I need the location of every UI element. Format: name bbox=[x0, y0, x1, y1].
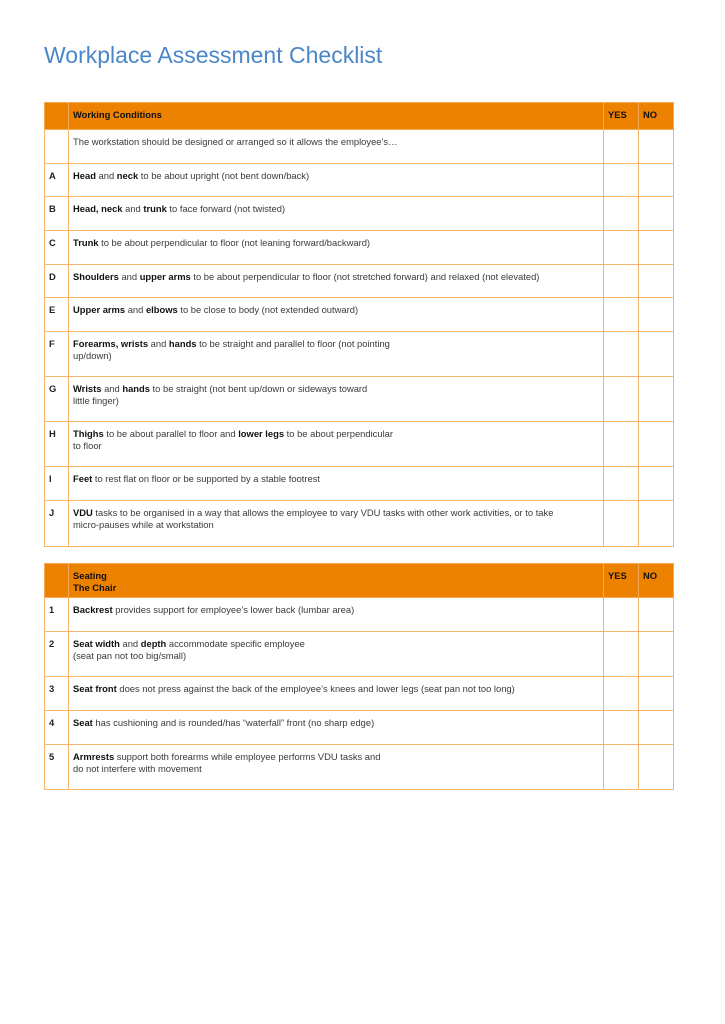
bold-term: VDU bbox=[73, 507, 93, 518]
row-label: 5 bbox=[45, 745, 69, 790]
row-text bbox=[69, 265, 604, 298]
table-row bbox=[45, 231, 674, 265]
yes-checkbox-cell[interactable] bbox=[604, 711, 639, 745]
text-segment: does not press against the back of the employee’s knees and lower legs (seat pan not too long) bbox=[116, 683, 515, 694]
text-segment: to be straight and parallel to floor (not pointing up/down) bbox=[73, 338, 390, 361]
table-row bbox=[45, 501, 674, 547]
row-text bbox=[69, 377, 604, 422]
bold-term: depth bbox=[140, 638, 167, 649]
row-label: H bbox=[45, 422, 69, 467]
row-text bbox=[69, 231, 604, 265]
checklist-table bbox=[44, 563, 674, 790]
no-checkbox-cell[interactable] bbox=[639, 265, 674, 298]
row-text bbox=[69, 501, 604, 547]
row-text bbox=[69, 677, 604, 711]
row-label bbox=[45, 130, 69, 164]
no-checkbox-cell[interactable] bbox=[639, 231, 674, 265]
bold-term: Forearms, wrists bbox=[73, 338, 149, 349]
no-checkbox-cell[interactable] bbox=[639, 422, 674, 467]
text-segment: accommodate specific employee (seat pan not too big/small) bbox=[73, 638, 305, 661]
yes-checkbox-cell[interactable] bbox=[604, 632, 639, 677]
page-title: Workplace Assessment Checklist bbox=[44, 42, 383, 68]
row-label: 1 bbox=[45, 598, 69, 632]
yes-checkbox-cell[interactable] bbox=[604, 265, 639, 298]
yes-checkbox-cell[interactable] bbox=[604, 745, 639, 790]
yes-checkbox-cell[interactable] bbox=[604, 467, 639, 501]
row-label: E bbox=[45, 298, 69, 332]
table-row bbox=[45, 745, 674, 790]
row-text bbox=[69, 711, 604, 745]
table-row bbox=[45, 467, 674, 501]
no-checkbox-cell[interactable] bbox=[639, 298, 674, 332]
text-segment: and bbox=[119, 638, 141, 649]
row-label: I bbox=[45, 467, 69, 501]
table-row bbox=[45, 598, 674, 632]
section-title: Working Conditions bbox=[69, 103, 604, 130]
row-label: J bbox=[45, 501, 69, 547]
bold-term: Backrest bbox=[73, 604, 113, 615]
text-segment: to be straight (not bent up/down or sideways toward little finger) bbox=[73, 383, 368, 406]
table-row bbox=[45, 130, 674, 164]
row-label: G bbox=[45, 377, 69, 422]
text-segment: to rest flat on floor or be supported by a stable footrest bbox=[92, 473, 321, 484]
header-label-cell bbox=[45, 103, 69, 130]
no-checkbox-cell[interactable] bbox=[639, 677, 674, 711]
text-segment: has cushioning and is rounded/has “waterfall” front (no sharp edge) bbox=[92, 717, 375, 728]
bold-term: Upper arms bbox=[73, 304, 126, 315]
bold-term: Seat width bbox=[73, 638, 120, 649]
row-label: 2 bbox=[45, 632, 69, 677]
text-segment: support both forearms while employee performs VDU tasks and do not interfere with movement bbox=[73, 751, 381, 774]
table-row bbox=[45, 677, 674, 711]
bold-term: Armrests bbox=[73, 751, 115, 762]
bold-term: upper arms bbox=[139, 271, 191, 282]
text-segment: to be about perpendicular to floor bbox=[73, 428, 393, 451]
table-row bbox=[45, 377, 674, 422]
no-checkbox-cell[interactable] bbox=[639, 164, 674, 197]
yes-checkbox-cell[interactable] bbox=[604, 298, 639, 332]
row-text bbox=[69, 598, 604, 632]
bold-term: hands bbox=[168, 338, 197, 349]
section-title: Seating The Chair bbox=[69, 564, 604, 598]
table-row bbox=[45, 632, 674, 677]
text-segment: provides support for employee’s lower back (lumbar area) bbox=[112, 604, 355, 615]
checklist-table bbox=[44, 102, 674, 547]
table-row bbox=[45, 197, 674, 231]
row-label: 3 bbox=[45, 677, 69, 711]
yes-checkbox-cell[interactable] bbox=[604, 332, 639, 377]
text-segment: to be about perpendicular to floor (not stretched forward) and relaxed (not elevated) bbox=[190, 271, 540, 282]
no-checkbox-cell[interactable] bbox=[639, 501, 674, 547]
header-label-cell bbox=[45, 564, 69, 598]
row-label: B bbox=[45, 197, 69, 231]
table-row bbox=[45, 298, 674, 332]
table-row bbox=[45, 164, 674, 197]
bold-term: Feet bbox=[73, 473, 93, 484]
row-text bbox=[69, 467, 604, 501]
no-checkbox-cell[interactable] bbox=[639, 632, 674, 677]
bold-term: trunk bbox=[143, 203, 167, 214]
no-checkbox-cell[interactable] bbox=[639, 467, 674, 501]
row-text bbox=[69, 164, 604, 197]
yes-checkbox-cell[interactable] bbox=[604, 677, 639, 711]
yes-checkbox-cell[interactable] bbox=[604, 598, 639, 632]
yes-checkbox-cell[interactable] bbox=[604, 377, 639, 422]
table-row bbox=[45, 711, 674, 745]
no-checkbox-cell[interactable] bbox=[639, 598, 674, 632]
row-label: C bbox=[45, 231, 69, 265]
bold-term: Head, neck bbox=[73, 203, 123, 214]
row-text bbox=[69, 422, 604, 467]
table-row bbox=[45, 332, 674, 377]
table-header bbox=[45, 103, 674, 130]
row-text bbox=[69, 632, 604, 677]
text-segment: to face forward (not twisted) bbox=[166, 203, 286, 214]
yes-checkbox-cell[interactable] bbox=[604, 501, 639, 547]
text-segment: and bbox=[118, 271, 140, 282]
row-text bbox=[69, 745, 604, 790]
row-text bbox=[69, 197, 604, 231]
bold-term: Trunk bbox=[73, 237, 99, 248]
bold-term: hands bbox=[122, 383, 150, 394]
yes-checkbox-cell[interactable] bbox=[604, 164, 639, 197]
text-segment: to be close to body (not extended outward) bbox=[177, 304, 359, 315]
yes-checkbox-cell[interactable] bbox=[604, 231, 639, 265]
text-segment: and bbox=[101, 383, 123, 394]
text-segment: tasks to be organised in a way that allows the employee to vary VDU tasks with other work activities, or to take micro-pauses while at workstation bbox=[73, 507, 554, 530]
row-label: D bbox=[45, 265, 69, 298]
text-segment: to be about perpendicular to floor (not leaning forward/backward) bbox=[98, 237, 371, 248]
no-checkbox-cell[interactable] bbox=[639, 332, 674, 377]
table-row bbox=[45, 422, 674, 467]
bold-term: Seat bbox=[73, 717, 93, 728]
bold-term: lower legs bbox=[238, 428, 285, 439]
yes-checkbox-cell[interactable] bbox=[604, 130, 639, 164]
no-column-header: NO bbox=[639, 564, 674, 598]
text-segment: and bbox=[95, 170, 117, 181]
no-checkbox-cell[interactable] bbox=[639, 197, 674, 231]
yes-column-header: YES bbox=[604, 564, 639, 598]
text-segment: and bbox=[122, 203, 144, 214]
bold-term: neck bbox=[116, 170, 139, 181]
text-segment: to be about upright (not bent down/back) bbox=[138, 170, 310, 181]
bold-term: Wrists bbox=[73, 383, 102, 394]
yes-checkbox-cell[interactable] bbox=[604, 197, 639, 231]
no-column-header: NO bbox=[639, 103, 674, 130]
bold-term: Head bbox=[73, 170, 96, 181]
yes-column-header: YES bbox=[604, 103, 639, 130]
text-segment: to be about parallel to floor and bbox=[103, 428, 239, 439]
table-row bbox=[45, 265, 674, 298]
bold-term: Thighs bbox=[73, 428, 104, 439]
row-label: A bbox=[45, 164, 69, 197]
row-label: F bbox=[45, 332, 69, 377]
bold-term: Seat front bbox=[73, 683, 117, 694]
no-checkbox-cell[interactable] bbox=[639, 745, 674, 790]
no-checkbox-cell[interactable] bbox=[639, 377, 674, 422]
row-text bbox=[69, 298, 604, 332]
no-checkbox-cell[interactable] bbox=[639, 130, 674, 164]
bold-term: Shoulders bbox=[73, 271, 119, 282]
table-header bbox=[45, 564, 674, 598]
bold-term: elbows bbox=[145, 304, 178, 315]
text-segment: and bbox=[125, 304, 146, 315]
no-checkbox-cell[interactable] bbox=[639, 711, 674, 745]
text-segment: The workstation should be designed or arranged so it allows the employee’s… bbox=[73, 136, 398, 147]
row-text bbox=[69, 332, 604, 377]
row-text bbox=[69, 130, 604, 164]
row-label: 4 bbox=[45, 711, 69, 745]
yes-checkbox-cell[interactable] bbox=[604, 422, 639, 467]
text-segment: and bbox=[148, 338, 169, 349]
